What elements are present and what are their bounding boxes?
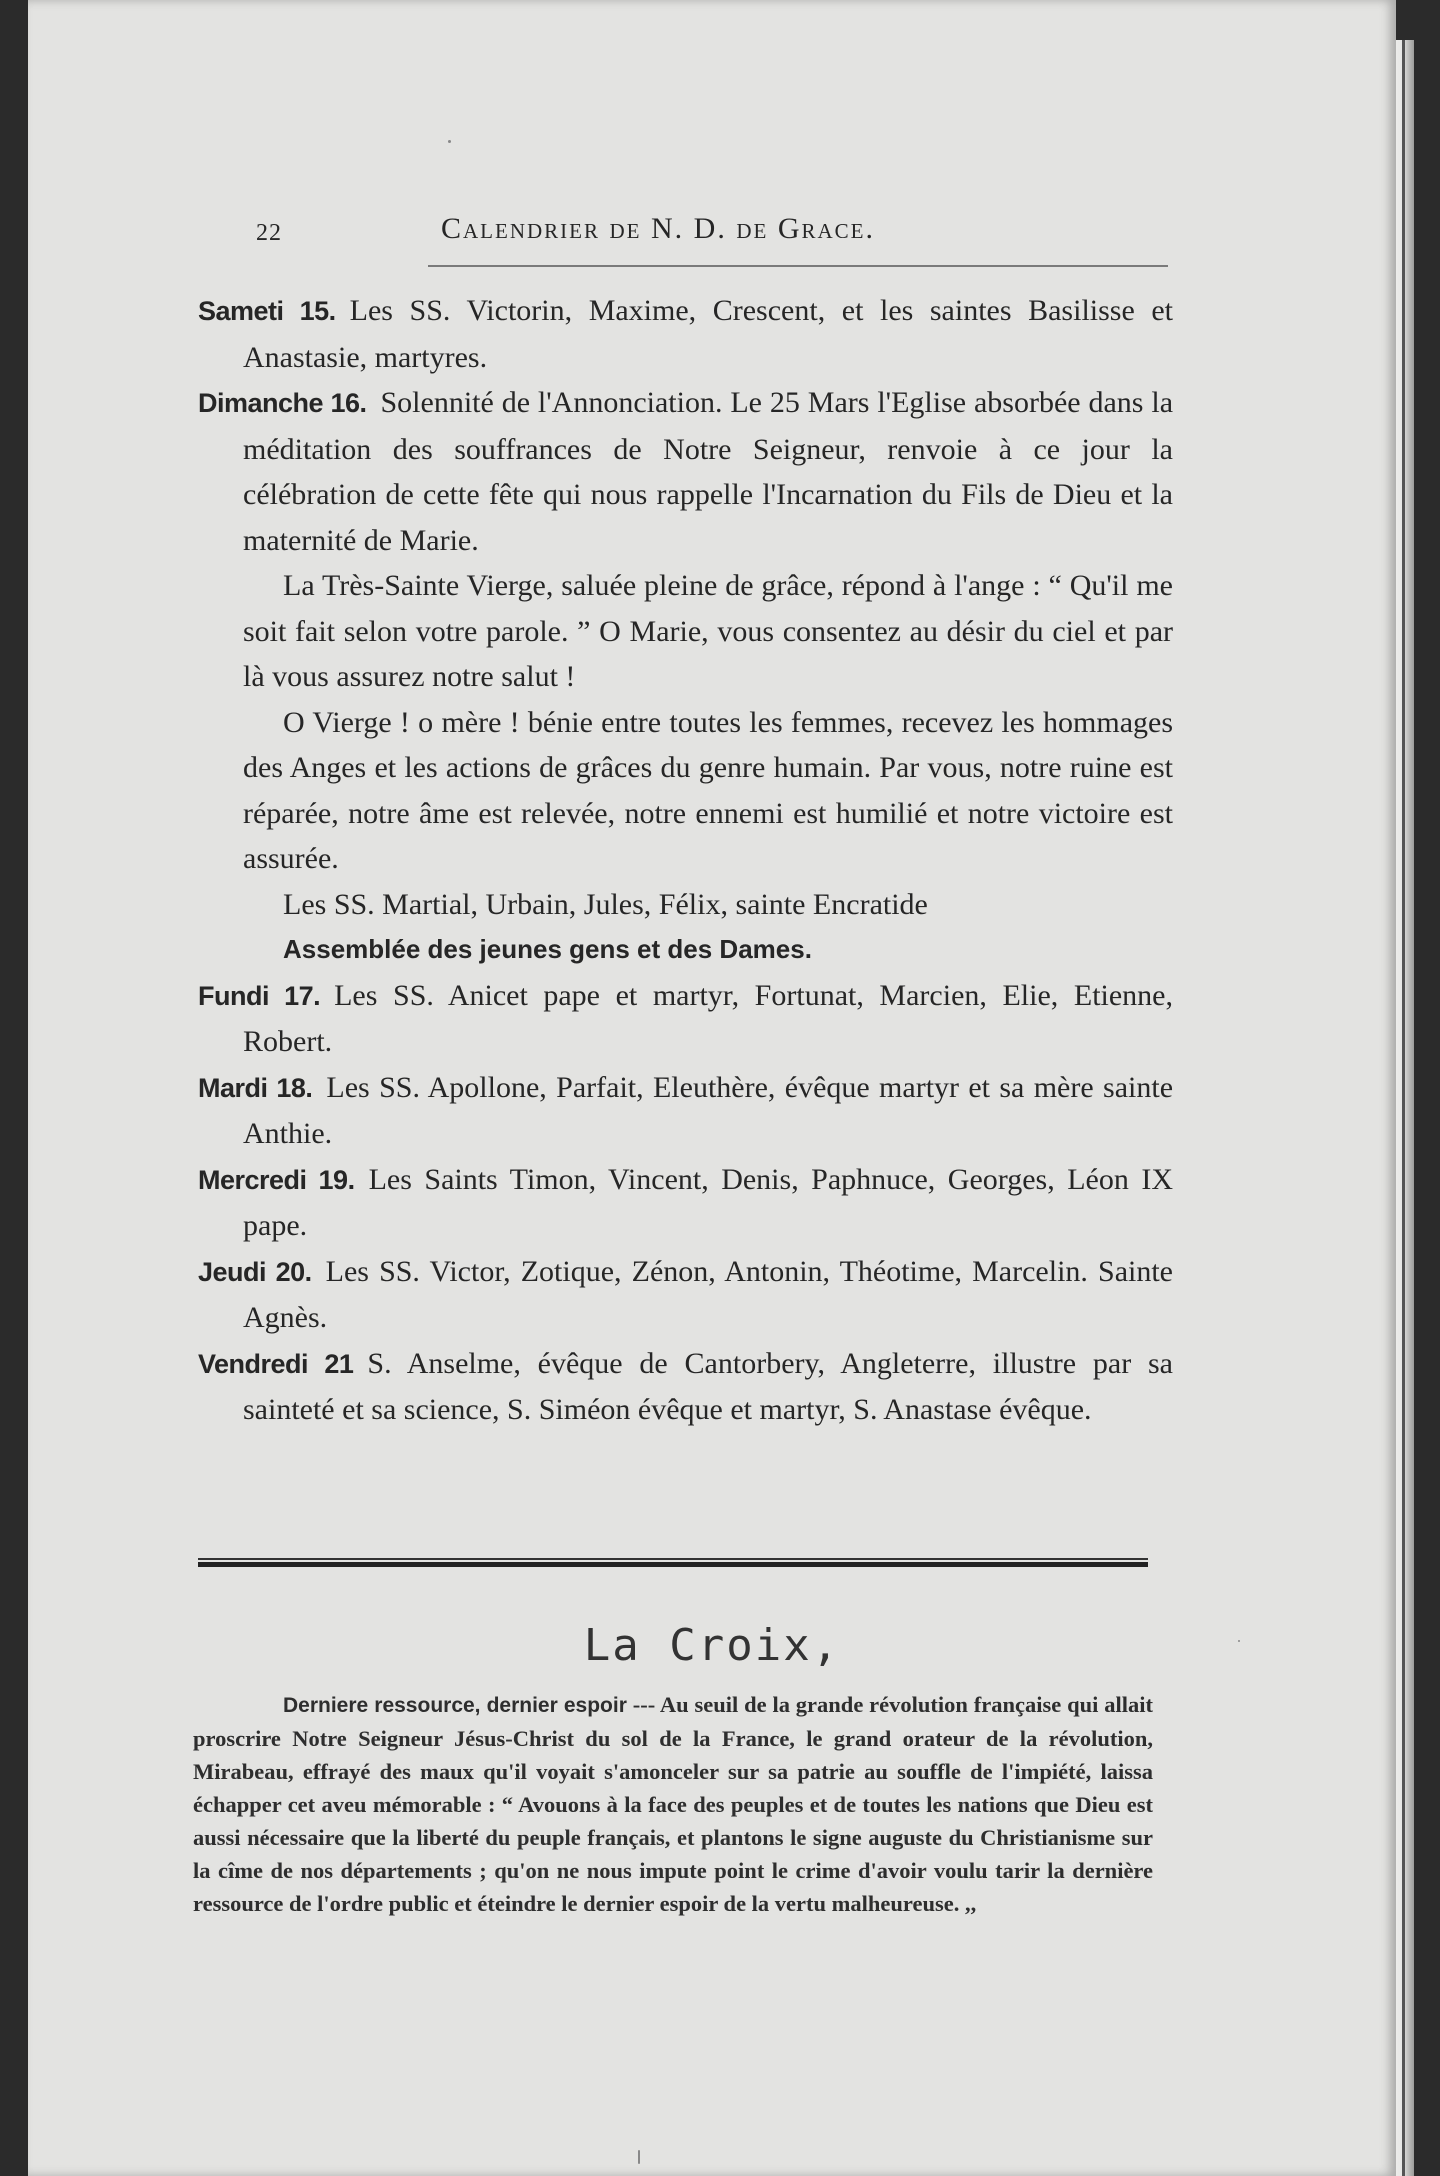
calendar-entry bbox=[198, 1157, 1173, 1249]
assembly-notice: Assemblée des jeunes gens et des Dames. bbox=[283, 934, 812, 964]
entry-day: Fundi 17. bbox=[198, 980, 321, 1011]
running-title: Calendrier de N. D. de Grace. bbox=[441, 212, 875, 245]
scan-speck bbox=[1238, 1640, 1240, 1642]
book-page bbox=[28, 0, 1396, 2176]
entry-text: S. Anselme, évêque de Cantorbery, Angleterre, illustre par sa sainteté et sa science, S. Siméon évêque et martyr, S. Anastase évêque. bbox=[243, 1346, 1173, 1426]
calendar-entry bbox=[198, 973, 1173, 1065]
calendar-entry bbox=[198, 1065, 1173, 1157]
calendar-entry bbox=[198, 380, 1173, 563]
article-body bbox=[193, 1688, 1153, 1920]
entry-paragraph: La Très-Sainte Vierge, saluée pleine de grâce, répond à l'ange : “ Qu'il me soit fait selon votre parole. ” O Marie, vous consentez au désir du ciel et par là vous assurez notre salut ! bbox=[243, 569, 1173, 693]
scan-speck bbox=[448, 140, 451, 143]
entry-text: Solennité de l'Annonciation. Le 25 Mars l'Eglise absorbée dans la méditation des souffrances de Notre Seigneur, renvoie à ce jour la célébration de cette fête qui nous rappelle l'Incarnation du Fils de Dieu et la maternité de Marie. bbox=[243, 386, 1174, 557]
header-rule bbox=[428, 265, 1168, 267]
article-title: La Croix, bbox=[583, 1620, 841, 1671]
entry-paragraph: O Vierge ! o mère ! bénie entre toutes les femmes, recevez les hommages des Anges et les actions de grâces du genre humain. Par vous, notre ruine est réparée, notre âme est relevée, notre ennemi est humilié et notre victoire est assurée. bbox=[243, 705, 1173, 875]
entry-text: Les Saints Timon, Vincent, Denis, Paphnuce, Georges, Léon IX pape. bbox=[243, 1162, 1173, 1242]
article-paragraph bbox=[193, 1688, 1153, 1920]
section-divider bbox=[198, 1558, 1148, 1567]
entry-text: Les SS. Victor, Zotique, Zénon, Antonin, Théotime, Marcelin. Sainte Agnès. bbox=[243, 1254, 1173, 1334]
binding-line bbox=[1402, 40, 1405, 2176]
page-number: 22 bbox=[256, 220, 282, 246]
entry-text: Les SS. Anicet pape et martyr, Fortunat, Marcien, Elie, Etienne, Robert. bbox=[243, 978, 1173, 1058]
entry-text: Les SS. Apollone, Parfait, Eleuthère, évêque martyr et sa mère sainte Anthie. bbox=[243, 1070, 1174, 1150]
article-lead: Derniere ressource, dernier espoir bbox=[283, 1694, 627, 1717]
calendar-entry bbox=[198, 288, 1173, 380]
entry-day: Mercredi 19. bbox=[198, 1164, 355, 1195]
calendar-entry bbox=[198, 1249, 1173, 1341]
entry-saints-line: Les SS. Martial, Urbain, Jules, Félix, sainte Encratide bbox=[283, 887, 928, 921]
entry-day: Dimanche 16. bbox=[198, 388, 367, 418]
entry-text: Les SS. Victorin, Maxime, Crescent, et les saintes Basilisse et Anastasie, martyres. bbox=[243, 294, 1173, 374]
entry-day: Vendredi 21 bbox=[198, 1348, 354, 1379]
entry-day: Jeudi 20. bbox=[198, 1256, 312, 1287]
entry-day: Sameti 15. bbox=[198, 296, 336, 326]
article-text: Au seuil de la grande révolution française qui allait proscrire Notre Seigneur Jésus-Christ du sol de la France, le grand orateur de la révolution, Mirabeau, effrayé des maux qu'il voyait s'amonceler sur sa patrie au souffle de l'impiété, laissa échapper cet aveu mémorable : “ Avouons à la face des peuples et de toutes les nations que Dieu est aussi nécessaire que la liberté du peuple français, et plantons le signe auguste du Christianisme sur la cîme de nos départements ; qu'on ne nous impute point le crime d'avoir voulu tarir la dernière ressource de l'ordre public et éteindre le dernier espoir de la vertu malheureuse. ,, bbox=[193, 1692, 1153, 1916]
calendar-entries bbox=[198, 288, 1173, 1433]
calendar-entry bbox=[198, 1341, 1173, 1433]
article-dash: --- bbox=[626, 1692, 660, 1717]
page-header bbox=[256, 212, 1168, 252]
entry-day: Mardi 18. bbox=[198, 1072, 313, 1103]
scan-speck bbox=[638, 2150, 640, 2164]
